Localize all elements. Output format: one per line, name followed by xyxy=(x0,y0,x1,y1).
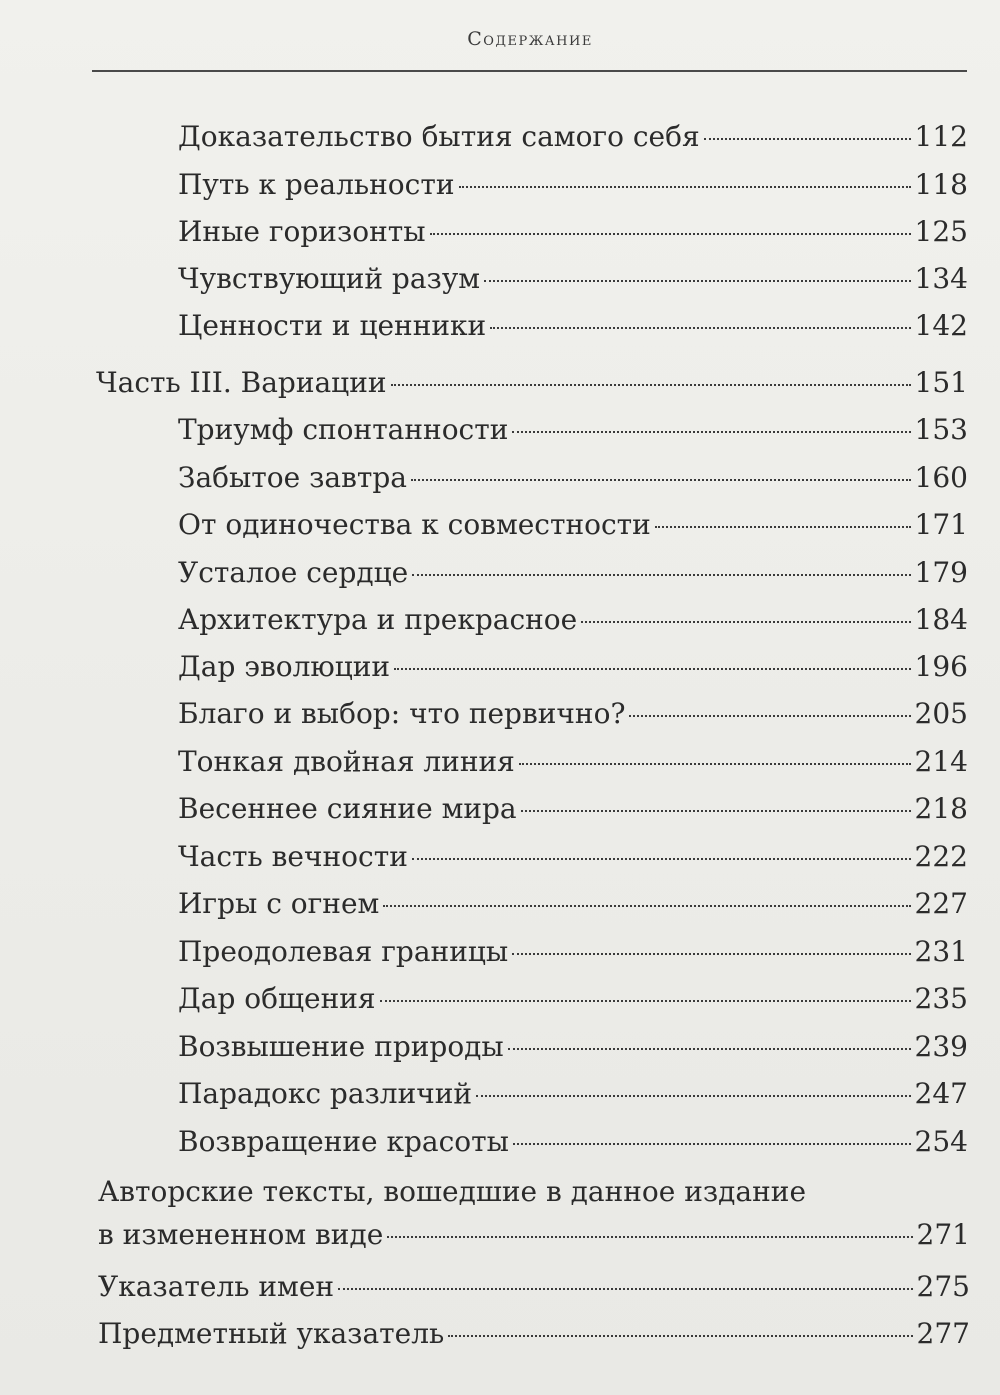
toc-entry-title: Чувствующий разум xyxy=(178,262,481,295)
toc-entry-page: 218 xyxy=(914,792,968,825)
dot-leader xyxy=(476,1095,910,1097)
toc-entry[interactable] xyxy=(178,745,968,779)
toc-entry-page: 134 xyxy=(914,262,968,295)
toc-entry-page: 112 xyxy=(914,120,968,153)
toc-entry[interactable] xyxy=(178,120,968,154)
dot-leader xyxy=(430,233,911,235)
toc-entry-subject-index[interactable] xyxy=(98,1317,970,1351)
toc-entry[interactable] xyxy=(178,508,968,542)
toc-entry-page: 142 xyxy=(914,309,968,342)
toc-entry-title: От одиночества к совместности xyxy=(178,508,651,541)
toc-entry[interactable] xyxy=(178,840,968,874)
toc-entry[interactable] xyxy=(178,982,968,1016)
toc-entry-name-index[interactable] xyxy=(98,1270,970,1304)
running-head: Содержание xyxy=(467,28,593,50)
dot-leader xyxy=(512,953,910,955)
toc-entry[interactable] xyxy=(178,697,968,731)
toc-entry-page: 231 xyxy=(914,935,968,968)
dot-leader xyxy=(704,138,911,140)
toc-entry-page: 118 xyxy=(914,168,968,201)
dot-leader xyxy=(411,479,911,481)
toc-entry-title: Дар эволюции xyxy=(178,650,391,683)
toc-entry-page: 205 xyxy=(914,697,968,730)
toc-entry[interactable] xyxy=(178,1030,968,1064)
toc-entry-page: 235 xyxy=(914,982,968,1015)
dot-leader xyxy=(338,1288,912,1290)
toc-entry-title: Тонкая двойная линия xyxy=(178,745,515,778)
toc-entry-page: 222 xyxy=(914,840,968,873)
toc-entry-page: 171 xyxy=(914,508,968,541)
toc-entry[interactable] xyxy=(178,262,968,296)
toc-entry-title: Иные горизонты xyxy=(178,215,426,248)
toc-entry-page: 214 xyxy=(914,745,968,778)
dot-leader xyxy=(448,1335,912,1337)
toc-entry[interactable] xyxy=(178,887,968,921)
toc-entry-title: Дар общения xyxy=(178,982,376,1015)
toc-entry[interactable] xyxy=(178,935,968,969)
toc-entry-title: Забытое завтра xyxy=(178,461,407,494)
toc-entry-page: 153 xyxy=(914,413,968,446)
toc-entry-title-line1: Авторские тексты, вошедшие в данное издание xyxy=(98,1175,807,1208)
toc-entry-page: 196 xyxy=(914,650,968,683)
toc-entry[interactable] xyxy=(178,603,968,637)
dot-leader xyxy=(383,905,910,907)
toc-entry-title: Указатель имен xyxy=(98,1270,335,1303)
toc-part-page: 151 xyxy=(914,366,968,399)
toc-entry-title: Доказательство бытия самого себя xyxy=(178,120,700,153)
dot-leader xyxy=(521,810,911,812)
dot-leader xyxy=(490,327,910,329)
toc-entry[interactable] xyxy=(178,461,968,495)
toc-entry-page: 275 xyxy=(916,1270,970,1303)
toc-entry-page: 247 xyxy=(914,1077,968,1110)
toc-entry-title-line2: в измененном виде xyxy=(98,1218,384,1251)
toc-entry-page: 184 xyxy=(914,603,968,636)
header-rule xyxy=(92,70,967,72)
toc-entry-page: 254 xyxy=(914,1125,968,1158)
toc-entry[interactable] xyxy=(178,556,968,590)
dot-leader xyxy=(387,1236,912,1238)
toc-entry-title: Парадокс различий xyxy=(178,1077,473,1110)
toc-entry-page: 277 xyxy=(916,1317,970,1350)
dot-leader xyxy=(484,280,910,282)
toc-entry-page: 271 xyxy=(916,1218,970,1251)
toc-entry-authors-texts[interactable] xyxy=(98,1175,970,1252)
toc-entry-title: Триумф спонтанности xyxy=(178,413,509,446)
toc-entry[interactable] xyxy=(178,215,968,249)
toc-entry-title: Усталое сердце xyxy=(178,556,409,589)
toc-entry-page: 179 xyxy=(914,556,968,589)
toc-entry[interactable] xyxy=(178,413,968,447)
toc-entry-page: 227 xyxy=(914,887,968,920)
toc-entry-title: Возвышение природы xyxy=(178,1030,504,1063)
dot-leader xyxy=(508,1048,911,1050)
toc-part-heading[interactable] xyxy=(96,366,968,400)
toc-entry-title: Часть вечности xyxy=(178,840,408,873)
toc-entry-title: Преодолевая границы xyxy=(178,935,509,968)
toc-entry-page: 125 xyxy=(914,215,968,248)
dot-leader xyxy=(629,715,910,717)
toc-entry-title: Игры с огнем xyxy=(178,887,380,920)
dot-leader xyxy=(655,526,911,528)
toc-entry[interactable] xyxy=(178,1077,968,1111)
toc-entry[interactable] xyxy=(178,650,968,684)
toc-entry-page: 239 xyxy=(914,1030,968,1063)
dot-leader xyxy=(519,763,911,765)
toc-entry[interactable] xyxy=(178,1125,968,1159)
dot-leader xyxy=(391,384,911,386)
toc-entry[interactable] xyxy=(178,309,968,343)
toc-entry[interactable] xyxy=(178,168,968,202)
toc-entry[interactable] xyxy=(178,792,968,826)
dot-leader xyxy=(581,621,910,623)
dot-leader xyxy=(412,574,910,576)
toc-entry-title: Предметный указатель xyxy=(98,1317,445,1350)
toc-entry-title: Весеннее сияние мира xyxy=(178,792,517,825)
toc-entry-title: Ценности и ценники xyxy=(178,309,487,342)
dot-leader xyxy=(394,668,910,670)
toc-entry-page: 160 xyxy=(914,461,968,494)
toc-entry-title: Благо и выбор: что первично? xyxy=(178,697,626,730)
toc-part-title: Часть III. Вариации xyxy=(96,366,387,399)
toc-entry-title: Путь к реальности xyxy=(178,168,455,201)
dot-leader xyxy=(380,1000,911,1002)
dot-leader xyxy=(512,431,910,433)
dot-leader xyxy=(513,1143,911,1145)
dot-leader xyxy=(412,858,911,860)
dot-leader xyxy=(459,186,911,188)
toc-entry-title: Возвращение красоты xyxy=(178,1125,509,1158)
toc-entry-title: Архитектура и прекрасное xyxy=(178,603,578,636)
